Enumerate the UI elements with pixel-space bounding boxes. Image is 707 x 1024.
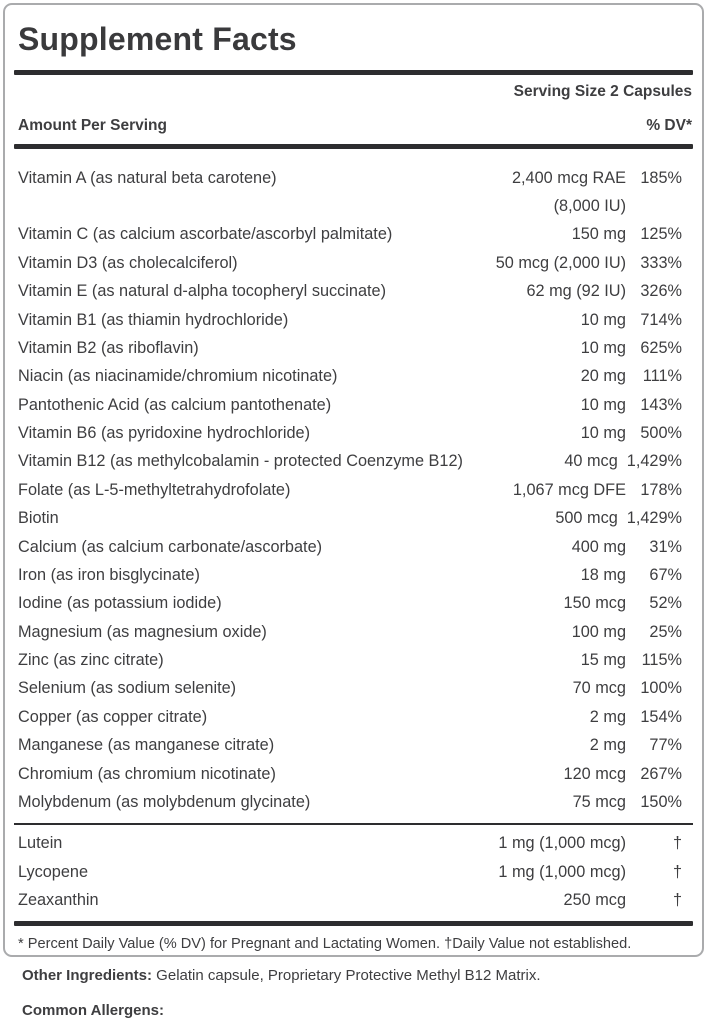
nutrient-name: Lutein — [18, 834, 63, 853]
nutrient-name: Folate (as L-5-methyltetrahydrofolate) — [18, 480, 291, 499]
nutrient-daily-value: 31% — [649, 537, 682, 556]
nutrient-amount: 15 mg — [580, 651, 626, 670]
nutrient-amount: 250 mcg — [563, 891, 626, 910]
nutrient-name: Magnesium (as magnesium oxide) — [18, 622, 267, 641]
other-ingredients-text: Gelatin capsule, Proprietary Protective Methyl B12 Matrix. — [152, 967, 541, 984]
nutrient-amount: 2 mg — [589, 707, 626, 726]
nutrient-amount: 10 mg — [580, 395, 626, 414]
nutrient-amount: 40 mcg — [564, 452, 618, 471]
nutrient-row — [18, 703, 682, 731]
nutrient-amount: (8,000 IU) — [553, 197, 626, 216]
nutrient-daily-value: 150% — [640, 792, 682, 811]
nutrient-name: Iodine (as potassium iodide) — [18, 594, 222, 613]
nutrient-daily-value: 143% — [640, 395, 682, 414]
nutrient-amount: 70 mcg — [572, 679, 626, 698]
nutrient-name: Vitamin D3 (as cholecalciferol) — [18, 253, 238, 272]
nutrient-name: Vitamin B12 (as methylcobalamin - protected Coenzyme B12) — [18, 452, 463, 471]
percent-dv-header: % DV* — [646, 117, 692, 134]
nutrient-daily-value: 77% — [649, 736, 682, 755]
nutrient-daily-value: 125% — [640, 225, 682, 244]
nutrient-row — [18, 221, 682, 249]
nutrient-name: Lycopene — [18, 862, 89, 881]
nutrient-daily-value: 111% — [642, 367, 682, 386]
nutrient-amount: 1 mg (1,000 mcg) — [498, 834, 626, 853]
other-ingredients-line — [22, 966, 692, 985]
nutrient-amount: 120 mcg — [563, 764, 626, 783]
nutrient-amount: 10 mg — [580, 338, 626, 357]
nutrient-row — [18, 334, 682, 362]
nutrient-name: Copper (as copper citrate) — [18, 707, 208, 726]
nutrient-daily-value: 267% — [640, 764, 682, 783]
nutrient-amount: 400 mg — [571, 537, 626, 556]
serving-size-text: Serving Size 2 Capsules — [513, 83, 692, 100]
nutrient-name: Selenium (as sodium selenite) — [18, 679, 237, 698]
nutrient-name: Vitamin B2 (as riboflavin) — [18, 338, 199, 357]
nutrient-row — [18, 249, 682, 277]
nutrient-row — [18, 858, 682, 886]
nutrient-name: Vitamin E (as natural d-alpha tocopheryl succinate) — [18, 282, 387, 301]
nutrient-row — [18, 505, 682, 533]
nutrient-daily-value: 1,429% — [626, 509, 682, 528]
nutrient-table — [14, 149, 693, 817]
nutrient-name: Manganese (as manganese citrate) — [18, 736, 275, 755]
nutrient-daily-value: 115% — [641, 651, 682, 670]
nutrient-row — [18, 886, 682, 914]
panel-title: Supplement Facts — [18, 21, 297, 57]
nutrient-amount: 1,067 mcg DFE — [512, 480, 626, 499]
nutrient-daily-value: 67% — [649, 565, 682, 584]
daily-value-footnote: * Percent Daily Value (% DV) for Pregnant and Lactating Women. †Daily Value not established. — [18, 935, 632, 952]
nutrient-daily-value: 52% — [649, 594, 682, 613]
nutrient-row — [18, 164, 682, 192]
nutrient-row — [18, 533, 682, 561]
nutrient-daily-value: 154% — [640, 707, 682, 726]
nutrient-amount: 100 mg — [571, 622, 626, 641]
nutrient-daily-value: 714% — [640, 310, 682, 329]
nutrient-row — [18, 830, 682, 858]
common-allergens-line — [22, 1001, 692, 1020]
nutrient-daily-value: † — [672, 834, 682, 853]
nutrient-row — [18, 306, 682, 334]
nutrient-daily-value: 333% — [640, 253, 682, 272]
nutrient-row — [18, 675, 682, 703]
nutrient-row — [18, 278, 682, 306]
nutrient-row — [18, 363, 682, 391]
nutrient-daily-value: 178% — [640, 480, 682, 499]
nutrient-name: Molybdenum (as molybdenum glycinate) — [18, 792, 311, 811]
amount-per-serving-header: Amount Per Serving — [18, 117, 167, 134]
nutrient-name: Zinc (as zinc citrate) — [18, 651, 164, 670]
nutrient-row — [18, 590, 682, 618]
secondary-nutrient-section — [14, 823, 693, 915]
nutrient-name: Vitamin B1 (as thiamin hydrochloride) — [18, 310, 289, 329]
nutrient-row — [18, 618, 682, 646]
nutrient-daily-value: † — [672, 862, 682, 881]
secondary-nutrient-table — [14, 825, 693, 915]
nutrient-daily-value: 625% — [640, 338, 682, 357]
nutrient-row — [18, 448, 682, 476]
nutrient-daily-value: 100% — [640, 679, 682, 698]
nutrient-name: Vitamin A (as natural beta carotene) — [18, 168, 277, 187]
nutrient-row — [18, 760, 682, 788]
nutrient-amount: 18 mg — [580, 565, 626, 584]
nutrient-amount: 1 mg (1,000 mcg) — [498, 862, 626, 881]
nutrient-daily-value: 185% — [640, 168, 682, 187]
nutrient-amount: 62 mg (92 IU) — [526, 282, 626, 301]
nutrient-row — [18, 192, 682, 220]
nutrient-row — [18, 561, 682, 589]
nutrient-row — [18, 419, 682, 447]
nutrient-name: Chromium (as chromium nicotinate) — [18, 764, 276, 783]
nutrient-amount: 50 mcg (2,000 IU) — [495, 253, 626, 272]
nutrient-name: Biotin — [18, 509, 59, 528]
other-ingredients-label: Other Ingredients: — [22, 967, 153, 984]
nutrient-name: Calcium (as calcium carbonate/ascorbate) — [18, 537, 323, 556]
nutrient-daily-value: 326% — [640, 282, 682, 301]
nutrient-row — [18, 732, 682, 760]
nutrient-amount: 20 mg — [580, 367, 626, 386]
nutrient-amount: 2,400 mcg RAE — [511, 168, 626, 187]
nutrient-name: Vitamin B6 (as pyridoxine hydrochloride) — [18, 424, 310, 443]
nutrient-amount: 10 mg — [580, 310, 626, 329]
nutrient-row — [18, 391, 682, 419]
nutrient-amount: 150 mg — [571, 225, 626, 244]
nutrient-amount: 75 mcg — [572, 792, 626, 811]
nutrient-daily-value: 1,429% — [626, 452, 682, 471]
table-column-header — [14, 101, 693, 144]
nutrient-daily-value: 500% — [640, 424, 682, 443]
nutrient-daily-value: † — [672, 891, 682, 910]
nutrient-row — [18, 646, 682, 674]
nutrient-name: Pantothenic Acid (as calcium pantothenate) — [18, 395, 332, 414]
common-allergens-label: Common Allergens: — [22, 1002, 164, 1019]
nutrient-name: Niacin (as niacinamide/chromium nicotinate) — [18, 367, 338, 386]
nutrient-name: Zeaxanthin — [18, 891, 99, 910]
nutrient-amount: 150 mcg — [563, 594, 626, 613]
nutrient-row — [18, 788, 682, 816]
nutrient-amount: 2 mg — [589, 736, 626, 755]
nutrient-amount: 500 mcg — [555, 509, 618, 528]
nutrient-amount: 10 mg — [580, 424, 626, 443]
nutrient-name: Iron (as iron bisglycinate) — [18, 565, 200, 584]
supplement-facts-panel — [3, 3, 704, 957]
nutrient-daily-value: 25% — [649, 622, 682, 641]
nutrient-row — [18, 476, 682, 504]
nutrient-name: Vitamin C (as calcium ascorbate/ascorbyl palmitate) — [18, 225, 393, 244]
